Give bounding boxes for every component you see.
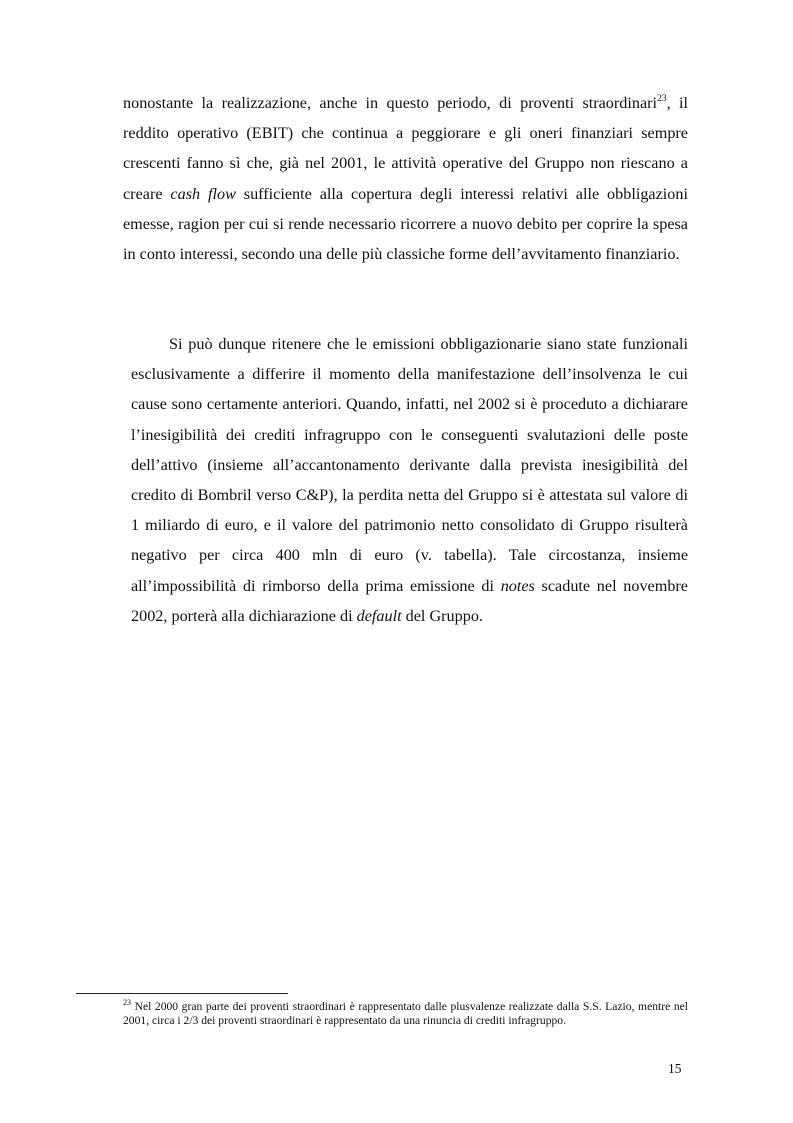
footnote-reference-23[interactable]: 23: [657, 94, 667, 104]
italic-notes: notes: [500, 576, 535, 595]
paragraph-1-text-3: sufficiente alla copertura degli interessi relativi alle obbligazioni emesse, ragion per cui si rende necessario ricorrere a nuovo debito per coprire la spesa in conto interessi, secondo una delle più classiche forme dell’avvitamento finanziario.: [123, 184, 688, 264]
paragraph-2-text-2: scadute nel novembre 2002, porterà alla dichiarazione di: [131, 576, 688, 625]
paragraph-1-text-2: , il reddito operativo (EBIT) che continua a peggiorare e gli oneri finanziari sempre crescenti fanno sì che, già nel 2001, le attività operative del Gruppo non riescano a creare: [123, 94, 689, 203]
paragraph-2-text-1: Si può dunque ritenere che le emissioni obbligazionarie siano state funzionali esclusivamente a differire il momento della manifestazione dell’insolvenza le cui cause sono certamente anteriori. Quando, infatti, nel 2002 si è proceduto a dichiarare l’inesigibilità dei crediti infragruppo con le conseguenti svalutazioni delle poste dell’attivo (insieme all’accantonamento derivante dalla prevista inesigibilità del credito di Bombril verso C&P), la perdita netta del Gruppo si è attestata sul valore di 1 miliardo di euro, e il valore del patrimonio netto consolidato di Gruppo risulterà negativo per circa 400 mln di euro (v. tabella). Tale circostanza, insieme all’impossibilità di rimborso della prima emissione di: [131, 335, 688, 595]
footnote-number: 23: [123, 998, 131, 1007]
body-paragraph-2: [131, 329, 688, 631]
footnote-text: Nel 2000 gran parte dei proventi straordinari è rappresentato dalle plusvalenze realizzate dalla S.S. Lazio, mentre nel 2001, circa i 2/3 dei proventi straordinari è rappresentato da una rinuncia di crediti infragruppo.: [123, 1000, 688, 1027]
italic-default: default: [356, 606, 402, 625]
footnote-separator: [76, 993, 288, 994]
italic-cash-flow: cash flow: [170, 184, 236, 203]
footnote: [123, 1000, 688, 1027]
page-number: 15: [668, 1061, 682, 1076]
body-paragraph-1: [123, 88, 688, 269]
paragraph-1-text-1: nonostante la realizzazione, anche in questo periodo, di proventi straordinari: [123, 94, 658, 112]
paragraph-2-text-3: del Gruppo.: [401, 606, 483, 625]
